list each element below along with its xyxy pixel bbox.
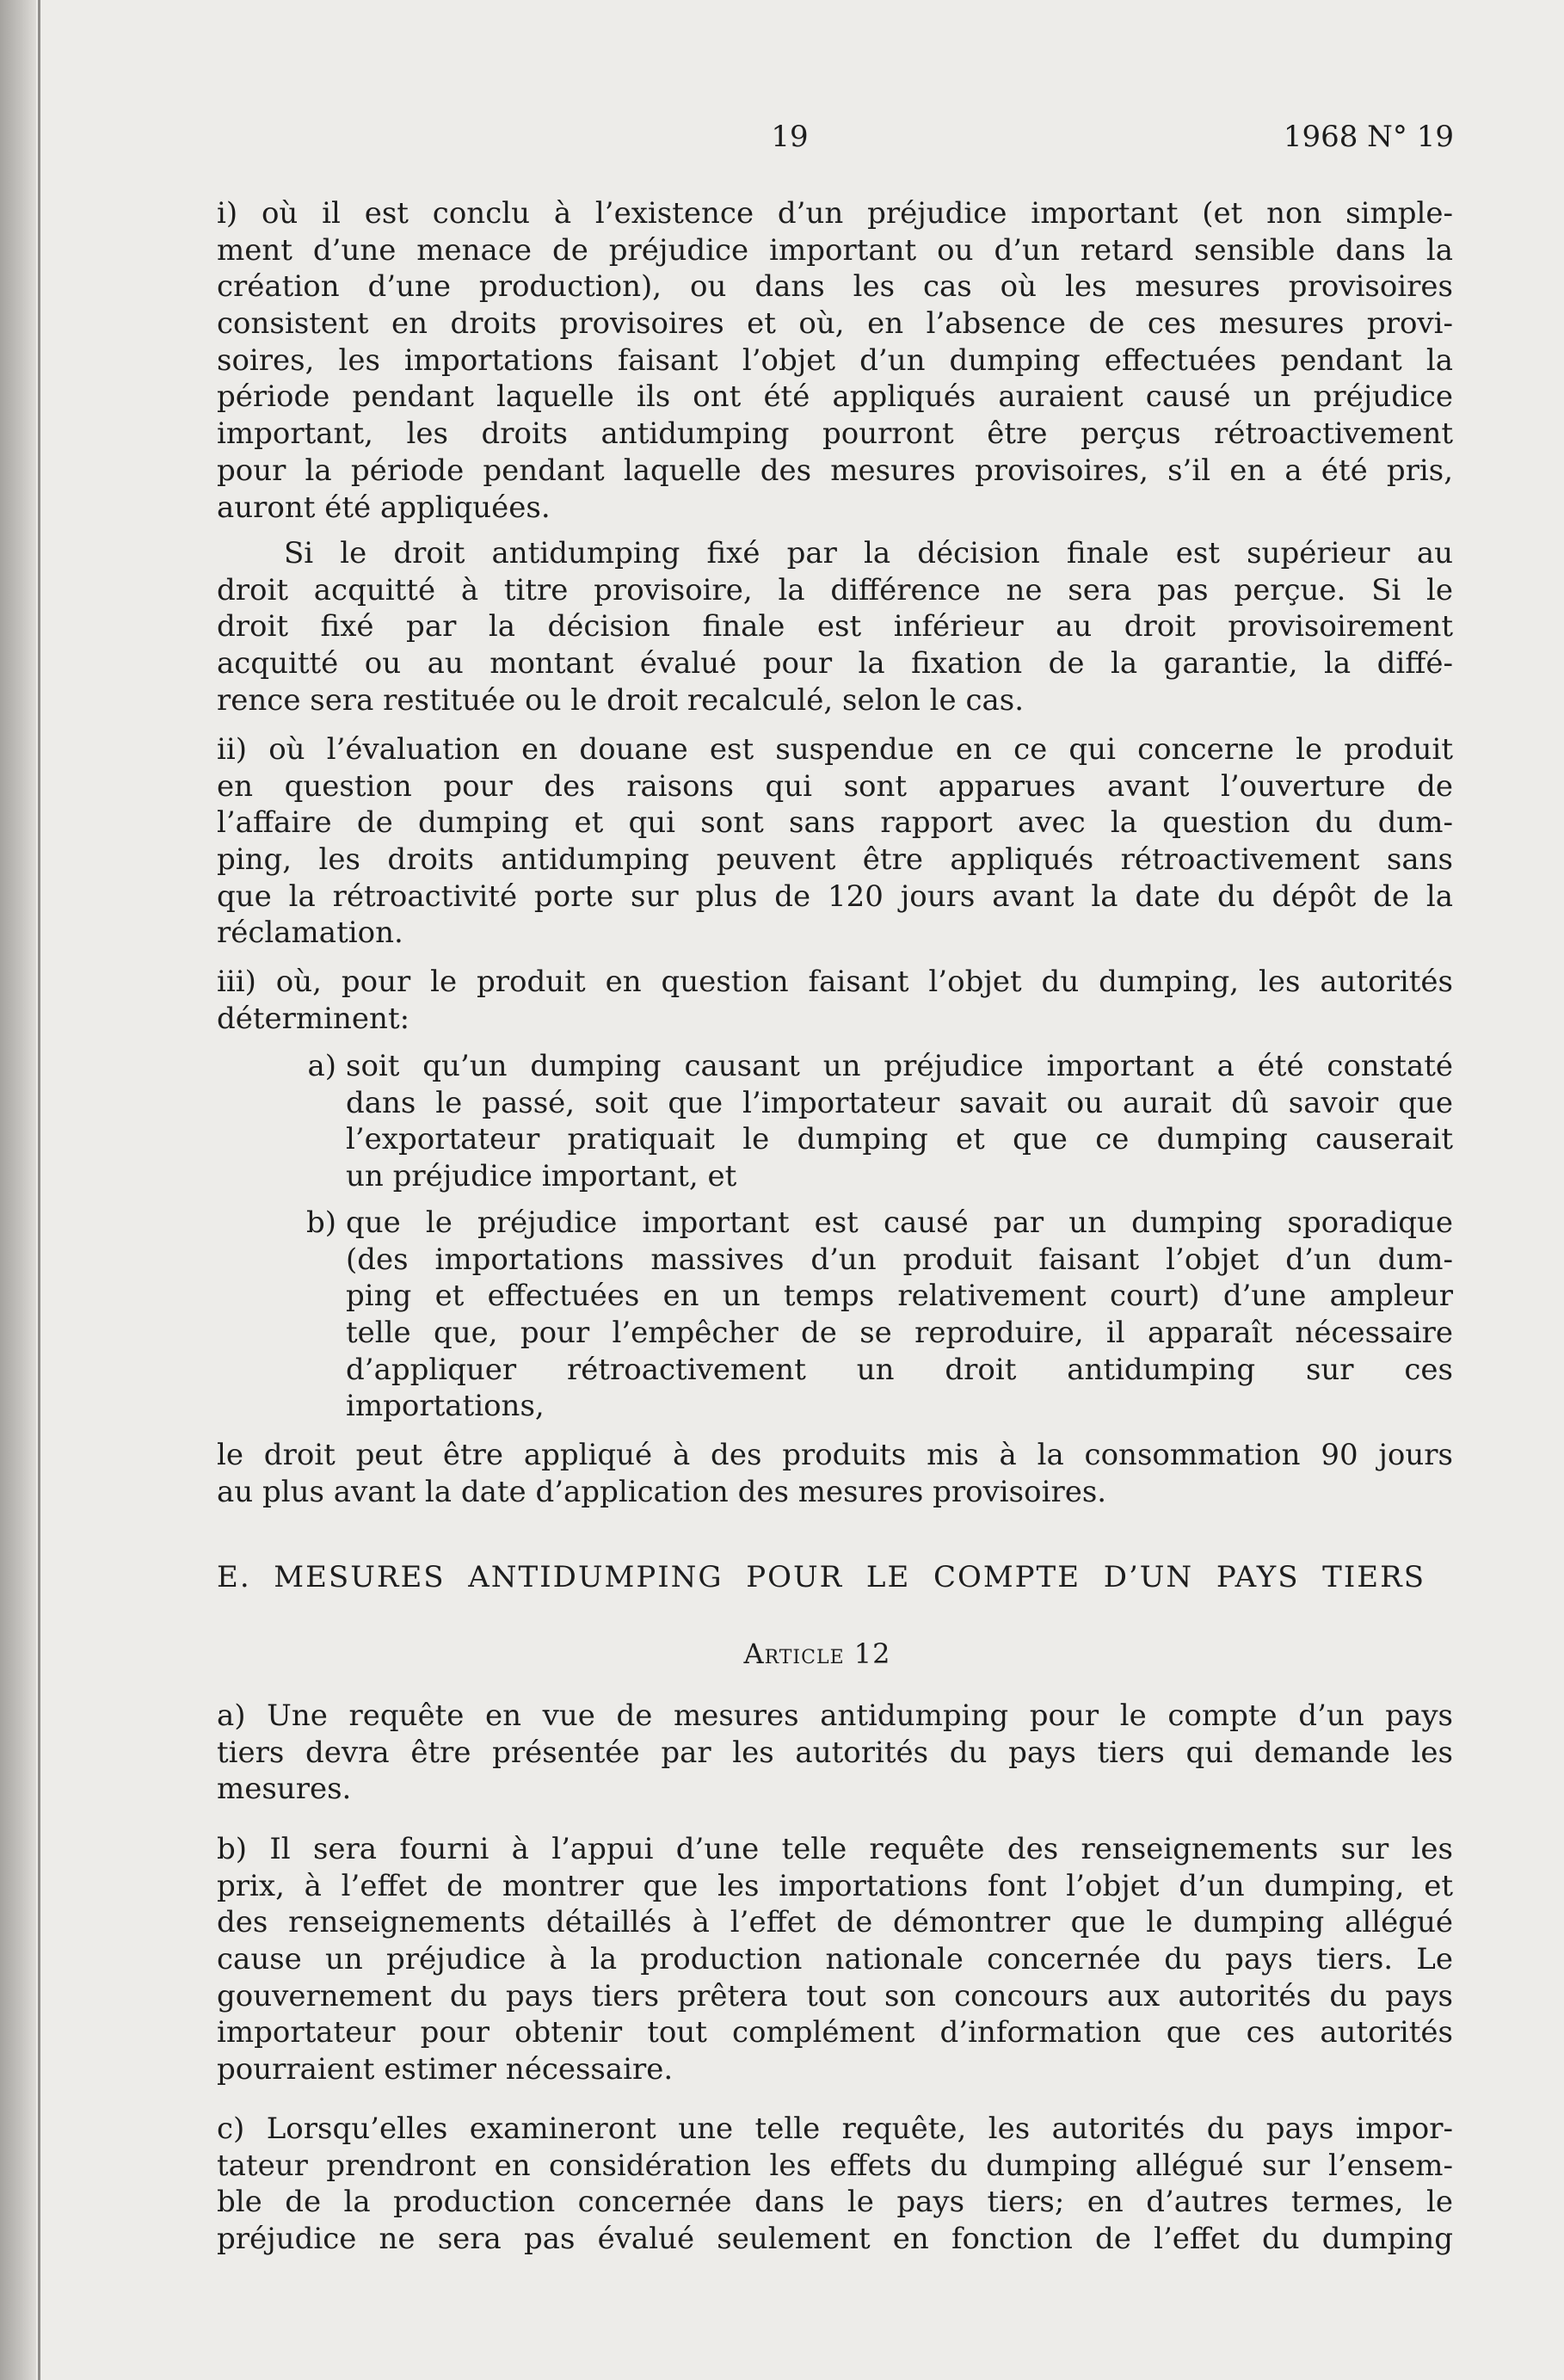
text-line: soit qu’un dumping causant un préjudice important a été constaté	[346, 1049, 1453, 1083]
list-item-text	[346, 1205, 1453, 1425]
text-line: i) où il est conclu à l’existence d’un préjudice important (et non simple-	[217, 196, 1453, 231]
text-line: importateur pour obtenir tout complément d’information que ces autorités	[217, 2015, 1453, 2050]
page-number: 19	[771, 120, 809, 154]
text-line: ble de la production concernée dans le pays tiers; en d’autres termes, le	[217, 2185, 1453, 2220]
list-item-label: b)	[305, 1205, 336, 1240]
text-line: tateur prendront en considération les effets du dumping allégué sur l’ensem-	[217, 2148, 1453, 2183]
text-line: iii) où, pour le produit en question faisant l’objet du dumping, les autorités	[217, 965, 1453, 999]
paragraph-ii	[217, 731, 1453, 952]
text-line: a) Une requête en vue de mesures antidumping pour le compte d’un pays	[217, 1699, 1453, 1733]
text-line: prix, à l’effet de montrer que les importations font l’objet d’un dumping, et	[217, 1868, 1453, 1903]
text-line: (des importations massives d’un produit faisant l’objet d’un dum-	[346, 1242, 1453, 1277]
text-line: rence sera restituée ou le droit recalculé, selon le cas.	[217, 682, 1025, 718]
text-line: création d’une production), ou dans les cas où les mesures provisoires	[217, 269, 1453, 305]
text-line: ping, les droits antidumping peuvent être appliqués rétroactivement sans	[217, 842, 1453, 878]
article-paragraph-c	[217, 2111, 1453, 2258]
text-line: tiers devra être présentée par les autorités du pays tiers qui demande les	[217, 1735, 1453, 1770]
text-line: acquitté ou au montant évalué pour la fixation de la garantie, la diffé-	[217, 646, 1453, 681]
article-title: Article 12	[743, 1637, 891, 1670]
text-line: droit fixé par la décision finale est inférieur au droit provisoirement	[217, 609, 1453, 644]
paragraph-iii	[217, 964, 1453, 1037]
list-item-label: a)	[307, 1049, 336, 1083]
text-line: l’exportateur pratiquait le dumping et que ce dumping causerait	[346, 1122, 1453, 1157]
article-paragraph-a	[217, 1698, 1453, 1808]
text-line: préjudice ne sera pas évalué seulement en fonction de l’effet du dumping	[217, 2222, 1453, 2257]
text-line: Si le droit antidumping fixé par la décision finale est supérieur au	[284, 536, 1453, 570]
text-line: ment d’une menace de préjudice important ou d’un retard sensible dans la	[217, 232, 1453, 268]
text-line: cause un préjudice à la production nationale concernée du pays tiers. Le	[217, 1942, 1453, 1977]
text-line: en question pour des raisons qui sont apparues avant l’ouverture de	[217, 768, 1453, 804]
section-heading: E. MESURES ANTIDUMPING POUR LE COMPTE D’UN PAYS TIERS	[217, 1560, 1425, 1594]
gutter-line	[38, 0, 40, 2380]
text-line: réclamation.	[217, 916, 403, 951]
text-line: pour la période pendant laquelle des mesures provisoires, s’il en a été pris,	[217, 453, 1453, 488]
text-line: b) Il sera fourni à l’appui d’une telle requête des renseignements sur les	[217, 1832, 1453, 1866]
list-item-text	[346, 1048, 1453, 1195]
article-paragraph-b	[217, 1831, 1453, 2088]
text-line: importations,	[346, 1389, 545, 1424]
text-line: un préjudice important, et	[346, 1159, 737, 1194]
text-line: pourraient estimer nécessaire.	[217, 2052, 674, 2087]
paragraph-si	[217, 535, 1453, 718]
text-line: ping et effectuées en un temps relativement court) d’une ampleur	[346, 1279, 1453, 1314]
text-line: auront été appliquées.	[217, 490, 551, 525]
text-line: soires, les importations faisant l’objet d’un dumping effectuées pendant la	[217, 342, 1453, 378]
text-line: consistent en droits provisoires et où, en l’absence de ces mesures provi-	[217, 306, 1453, 342]
text-line: d’appliquer rétroactivement un droit antidumping sur ces	[346, 1352, 1453, 1387]
text-line: droit acquitté à titre provisoire, la différence ne sera pas perçue. Si le	[217, 572, 1453, 607]
text-line: au plus avant la date d’application des mesures provisoires.	[217, 1474, 1107, 1509]
text-line: que le préjudice important est causé par un dumping sporadique	[346, 1205, 1453, 1240]
binding-edge	[0, 0, 36, 2380]
text-line: l’affaire de dumping et qui sont sans rapport avec la question du dum-	[217, 805, 1453, 841]
text-line: période pendant laquelle ils ont été appliqués auraient causé un préjudice	[217, 379, 1453, 415]
text-line: le droit peut être appliqué à des produits mis à la consommation 90 jours	[217, 1438, 1453, 1472]
paragraph-closing	[217, 1437, 1453, 1510]
text-line: mesures.	[217, 1772, 352, 1807]
text-line: des renseignements détaillés à l’effet de démontrer que le dumping allégué	[217, 1905, 1453, 1940]
text-line: telle que, pour l’empêcher de se reproduire, il apparaît nécessaire	[346, 1316, 1453, 1351]
paragraph-i	[217, 195, 1453, 526]
text-line: ii) où l’évaluation en douane est suspendue en ce qui concerne le produit	[217, 732, 1453, 767]
text-line: dans le passé, soit que l’importateur savait ou aurait dû savoir que	[346, 1085, 1453, 1120]
text-line: important, les droits antidumping pourront être perçus rétroactivement	[217, 416, 1453, 452]
document-reference: 1968 N° 19	[1283, 120, 1454, 154]
text-line: déterminent:	[217, 1001, 410, 1036]
text-line: que la rétroactivité porte sur plus de 120 jours avant la date du dépôt de la	[217, 879, 1453, 914]
text-line: c) Lorsqu’elles examineront une telle requête, les autorités du pays impor-	[217, 2112, 1453, 2146]
text-line: gouvernement du pays tiers prêtera tout son concours aux autorités du pays	[217, 1978, 1453, 2013]
